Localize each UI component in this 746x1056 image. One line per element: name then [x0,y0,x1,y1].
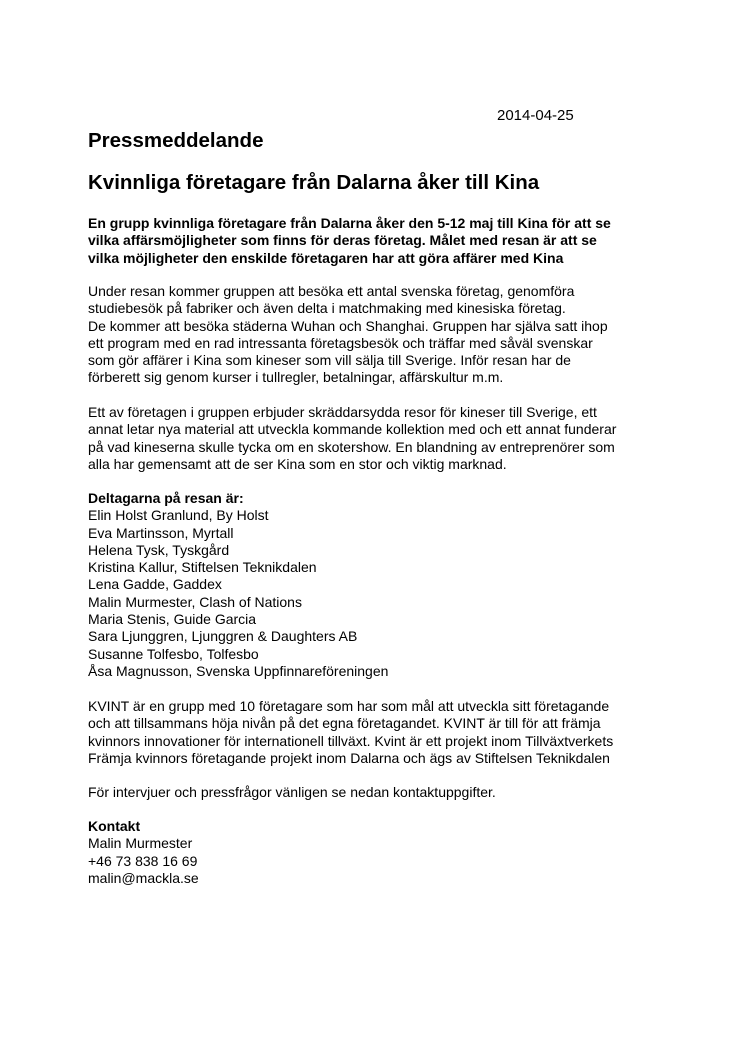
body-paragraph-2 [88,404,616,473]
lead-line: vilka möjligheter den enskilde företagaren har att göra affärer med Kina [88,249,564,266]
list-item: Eva Martinsson, Myrtall [88,524,234,541]
list-item: Helena Tysk, Tyskgård [88,541,230,558]
list-item: Åsa Magnusson, Svenska Uppfinnareföreningen [88,662,389,679]
body-paragraph-1 [88,283,608,387]
paragraph-line: KVINT är en grupp med 10 företagare som har som mål att utveckla sitt företagande [88,698,610,714]
list-item: Kristina Kallur, Stiftelsen Teknikdalen [88,559,317,576]
press-contact-note [88,784,496,801]
paragraph-line: Främja kvinnors företagande projekt inom Dalarna och ägs av Stiftelsen Teknikdalen [88,749,610,766]
paragraph-line: De kommer att besöka städerna Wuhan och Shanghai. Gruppen har själva satt ihop [88,317,608,334]
participants-list [88,490,388,680]
contact-block [88,818,199,887]
lead-paragraph [88,215,611,267]
contact-email[interactable]: malin@mackla.se [88,869,199,886]
paragraph-line: studiebesök på fabriker och även delta i matchmaking med kinesiska företag. [88,300,566,317]
paragraph-line: och att tillsammans höja nivån på det egna företagandet. KVINT är till för att främja [88,715,601,732]
contact-phone[interactable]: +46 73 838 16 69 [88,852,198,869]
list-item: Sara Ljunggren, Ljunggren & Daughters AB [88,628,358,645]
contact-heading: Kontakt [88,818,141,834]
paragraph-line: ett program med en rad intressanta företagsbesök och träffar med såväl svenskar [88,334,593,351]
paragraph-line: För intervjuer och pressfrågor vänligen se nedan kontaktuppgifter. [88,784,496,800]
list-item: Maria Stenis, Guide Garcia [88,611,257,628]
paragraph-line: kvinnors innovationer för internationell tillväxt. Kvint är ett projekt inom Tillväxtverkets [88,732,614,749]
paragraph-line: som gör affärer i Kina som kineser som vill sälja till Sverige. Inför resan har de [88,352,571,369]
contact-name: Malin Murmester [88,835,193,852]
headline: Kvinnliga företagare från Dalarna åker till Kina [88,171,540,194]
release-date: 2014-04-25 [497,107,574,124]
lead-line: vilka affärsmöjligheter som finns för deras företag. Målet med resan är att se [88,232,597,249]
list-item: Elin Holst Granlund, By Holst [88,507,269,524]
paragraph-line: på vad kineserna skulle tycka om en skotershow. En blandning av entreprenörer som [88,438,615,455]
list-item: Lena Gadde, Gaddex [88,576,222,593]
list-item: Malin Murmester, Clash of Nations [88,593,302,610]
paragraph-line: alla har gemensamt att de ser Kina som en stor och viktig marknad. [88,455,507,472]
lead-line: En grupp kvinnliga företagare från Dalarna åker den 5-12 maj till Kina för att se [88,215,611,231]
paragraph-line: annat letar nya material att utveckla kommande kollektion med och ett annat funderar [88,421,617,438]
participants-heading: Deltagarna på resan är: [88,490,244,506]
list-item: Susanne Tolfesbo, Tolfesbo [88,645,259,662]
body-paragraph-kvint [88,698,613,767]
document-title: Pressmeddelande [88,129,264,152]
paragraph-line: förberett sig genom kurser i tullregler, betalningar, affärskultur m.m. [88,369,504,386]
paragraph-line: Ett av företagen i gruppen erbjuder skräddarsydda resor för kineser till Sverige, ett [88,404,597,420]
paragraph-line: Under resan kommer gruppen att besöka ett antal svenska företag, genomföra [88,283,575,299]
